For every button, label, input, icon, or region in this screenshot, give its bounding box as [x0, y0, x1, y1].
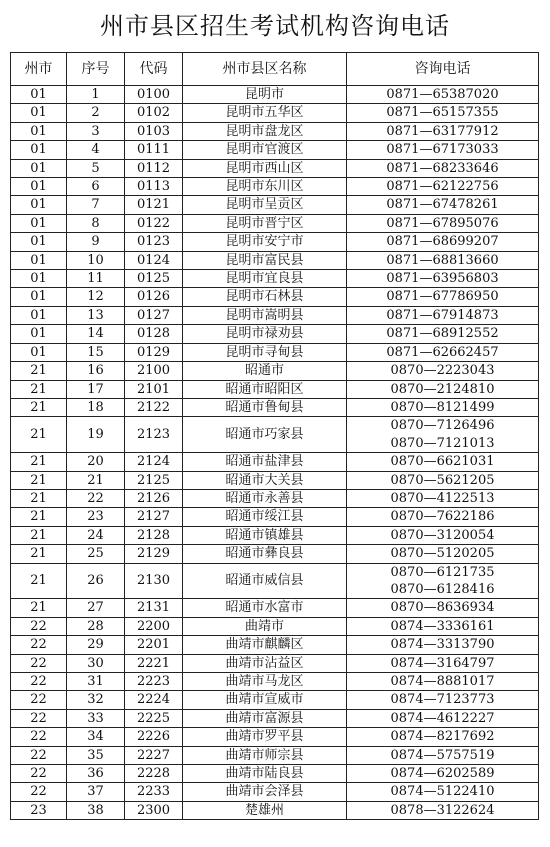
number-cell: 17 — [67, 380, 125, 398]
phone-number: 0870—7622186 — [390, 509, 495, 525]
phone-cell — [347, 471, 539, 489]
number-cell: 15 — [67, 343, 125, 361]
header-code: 代码 — [125, 53, 183, 86]
code-cell: 2225 — [125, 709, 183, 727]
code-cell: 2227 — [125, 746, 183, 764]
code-cell: 2122 — [125, 398, 183, 416]
phone-cell — [347, 159, 539, 177]
code-cell: 0129 — [125, 343, 183, 361]
phone-cell — [347, 178, 539, 196]
name-cell: 昆明市盘龙区 — [183, 122, 347, 140]
name-cell: 曲靖市师宗县 — [183, 746, 347, 764]
phone-number: 0870—7126496 — [390, 418, 495, 434]
region-cell: 22 — [11, 746, 67, 764]
table-row — [11, 325, 539, 343]
phone-number: 0871—68699207 — [386, 234, 499, 250]
code-cell: 0127 — [125, 306, 183, 324]
header-name: 州市县区名称 — [183, 53, 347, 86]
number-cell: 19 — [67, 417, 125, 453]
number-cell: 20 — [67, 453, 125, 471]
table-row — [11, 233, 539, 251]
code-cell: 2129 — [125, 545, 183, 563]
name-cell: 曲靖市 — [183, 617, 347, 635]
table-row — [11, 783, 539, 801]
region-cell: 21 — [11, 563, 67, 599]
phone-number: 0870—3120054 — [390, 527, 495, 543]
name-cell: 昭通市绥江县 — [183, 508, 347, 526]
phone-number: 0871—68233646 — [386, 160, 499, 176]
number-cell: 2 — [67, 104, 125, 122]
phone-number: 0871—67914873 — [386, 307, 499, 323]
phone-cell — [347, 325, 539, 343]
phone-number: 0871—68912552 — [386, 326, 499, 342]
name-cell: 昆明市富民县 — [183, 251, 347, 269]
number-cell: 35 — [67, 746, 125, 764]
name-cell: 昭通市彝良县 — [183, 545, 347, 563]
code-cell: 2300 — [125, 801, 183, 819]
phone-cell — [347, 398, 539, 416]
name-cell: 昭通市鲁甸县 — [183, 398, 347, 416]
name-cell: 昆明市东川区 — [183, 178, 347, 196]
phone-cell — [347, 526, 539, 544]
phone-number: 0871—67173033 — [386, 142, 499, 158]
header-region: 州市 — [11, 53, 67, 86]
table-row — [11, 122, 539, 140]
table-row — [11, 343, 539, 361]
phone-cell — [347, 654, 539, 672]
code-cell: 0124 — [125, 251, 183, 269]
phone-cell — [347, 746, 539, 764]
region-cell: 01 — [11, 270, 67, 288]
page-title: 州市县区招生考试机构咨询电话 — [100, 12, 450, 40]
contact-table — [10, 52, 539, 820]
name-cell: 昆明市 — [183, 86, 347, 104]
code-cell: 2128 — [125, 526, 183, 544]
table-row — [11, 104, 539, 122]
code-cell: 2130 — [125, 563, 183, 599]
phone-cell — [347, 417, 539, 453]
phone-cell — [347, 563, 539, 599]
number-cell: 9 — [67, 233, 125, 251]
code-cell: 2101 — [125, 380, 183, 398]
phone-number: 0870—6121735 — [390, 564, 495, 580]
phone-cell — [347, 196, 539, 214]
phone-cell — [347, 801, 539, 819]
phone-cell — [347, 783, 539, 801]
phone-number: 0871—63956803 — [386, 271, 499, 287]
table-row — [11, 86, 539, 104]
phone-number: 0871—62122756 — [386, 179, 499, 195]
region-cell: 01 — [11, 306, 67, 324]
region-cell: 22 — [11, 636, 67, 654]
number-cell: 31 — [67, 673, 125, 691]
table-row — [11, 417, 539, 453]
code-cell: 2221 — [125, 654, 183, 672]
number-cell: 27 — [67, 599, 125, 617]
phone-cell — [347, 691, 539, 709]
region-cell: 21 — [11, 545, 67, 563]
phone-cell — [347, 765, 539, 783]
code-cell: 0121 — [125, 196, 183, 214]
table-row — [11, 765, 539, 783]
region-cell: 21 — [11, 526, 67, 544]
code-cell: 2131 — [125, 599, 183, 617]
phone-number: 0871—65387020 — [386, 87, 499, 102]
phone-cell — [347, 233, 539, 251]
table-row — [11, 178, 539, 196]
number-cell: 36 — [67, 765, 125, 783]
number-cell: 6 — [67, 178, 125, 196]
phone-cell — [347, 673, 539, 691]
phone-cell — [347, 343, 539, 361]
name-cell: 曲靖市宣威市 — [183, 691, 347, 709]
name-cell: 昭通市永善县 — [183, 489, 347, 507]
phone-number: 0871—67895076 — [386, 215, 499, 231]
number-cell: 12 — [67, 288, 125, 306]
phone-number: 0870—5621205 — [390, 472, 495, 488]
phone-cell — [347, 306, 539, 324]
name-cell: 昆明市西山区 — [183, 159, 347, 177]
code-cell: 2123 — [125, 417, 183, 453]
number-cell: 14 — [67, 325, 125, 343]
code-cell: 0103 — [125, 122, 183, 140]
code-cell: 0126 — [125, 288, 183, 306]
phone-cell — [347, 728, 539, 746]
phone-number: 0870—7121013 — [390, 435, 495, 451]
region-cell: 01 — [11, 159, 67, 177]
table-row — [11, 563, 539, 599]
code-cell: 2224 — [125, 691, 183, 709]
table-row — [11, 159, 539, 177]
number-cell: 5 — [67, 159, 125, 177]
phone-number: 0870—6128416 — [390, 581, 495, 597]
region-cell: 22 — [11, 728, 67, 746]
number-cell: 30 — [67, 654, 125, 672]
number-cell: 8 — [67, 214, 125, 232]
name-cell: 昆明市寻甸县 — [183, 343, 347, 361]
region-cell: 21 — [11, 380, 67, 398]
name-cell: 昭通市水富市 — [183, 599, 347, 617]
phone-number: 0874—5757519 — [390, 747, 495, 763]
region-cell: 23 — [11, 801, 67, 819]
region-cell: 01 — [11, 196, 67, 214]
phone-number: 0874—5122410 — [390, 784, 495, 800]
phone-number: 0874—8217692 — [390, 729, 495, 745]
name-cell: 昆明市官渡区 — [183, 141, 347, 159]
number-cell: 25 — [67, 545, 125, 563]
region-cell: 22 — [11, 709, 67, 727]
number-cell: 11 — [67, 270, 125, 288]
table-row — [11, 141, 539, 159]
phone-cell — [347, 617, 539, 635]
region-cell: 22 — [11, 691, 67, 709]
number-cell: 18 — [67, 398, 125, 416]
code-cell: 2228 — [125, 765, 183, 783]
region-cell: 01 — [11, 104, 67, 122]
region-cell: 01 — [11, 86, 67, 104]
code-cell: 2200 — [125, 617, 183, 635]
header-number: 序号 — [67, 53, 125, 86]
number-cell: 16 — [67, 362, 125, 380]
table-row — [11, 398, 539, 416]
name-cell: 曲靖市会泽县 — [183, 783, 347, 801]
table-row — [11, 453, 539, 471]
name-cell: 曲靖市马龙区 — [183, 673, 347, 691]
number-cell: 28 — [67, 617, 125, 635]
phone-number: 0870—2223043 — [390, 363, 495, 379]
phone-number: 0871—65157355 — [386, 105, 499, 121]
number-cell: 33 — [67, 709, 125, 727]
region-cell: 01 — [11, 325, 67, 343]
phone-number: 0870—4122513 — [390, 490, 495, 506]
region-cell: 22 — [11, 654, 67, 672]
name-cell: 楚雄州 — [183, 801, 347, 819]
table-row — [11, 489, 539, 507]
table-row — [11, 728, 539, 746]
code-cell: 0100 — [125, 86, 183, 104]
phone-cell — [347, 599, 539, 617]
table-row — [11, 691, 539, 709]
region-cell: 01 — [11, 343, 67, 361]
table-row — [11, 654, 539, 672]
name-cell: 昆明市呈贡区 — [183, 196, 347, 214]
table-row — [11, 270, 539, 288]
code-cell: 0128 — [125, 325, 183, 343]
name-cell: 昭通市镇雄县 — [183, 526, 347, 544]
phone-cell — [347, 122, 539, 140]
phone-number: 0874—3336161 — [390, 618, 495, 634]
name-cell: 昭通市大关县 — [183, 471, 347, 489]
table-row — [11, 545, 539, 563]
phone-cell — [347, 288, 539, 306]
table-row — [11, 508, 539, 526]
table-row — [11, 214, 539, 232]
phone-cell — [347, 636, 539, 654]
phone-number: 0870—8636934 — [390, 600, 495, 616]
number-cell: 4 — [67, 141, 125, 159]
number-cell: 26 — [67, 563, 125, 599]
region-cell: 01 — [11, 178, 67, 196]
phone-number: 0870—5120205 — [390, 546, 495, 562]
region-cell: 22 — [11, 673, 67, 691]
region-cell: 01 — [11, 288, 67, 306]
phone-number: 0874—3164797 — [390, 655, 495, 671]
phone-number: 0878—3122624 — [390, 802, 495, 818]
number-cell: 10 — [67, 251, 125, 269]
phone-cell — [347, 489, 539, 507]
phone-cell — [347, 453, 539, 471]
code-cell: 2125 — [125, 471, 183, 489]
region-cell: 01 — [11, 122, 67, 140]
region-cell: 21 — [11, 362, 67, 380]
region-cell: 01 — [11, 214, 67, 232]
number-cell: 32 — [67, 691, 125, 709]
number-cell: 7 — [67, 196, 125, 214]
table-row — [11, 746, 539, 764]
number-cell: 21 — [67, 471, 125, 489]
phone-number: 0871—68813660 — [386, 252, 499, 268]
phone-cell — [347, 141, 539, 159]
code-cell: 2226 — [125, 728, 183, 746]
number-cell: 24 — [67, 526, 125, 544]
table-row — [11, 306, 539, 324]
phone-number: 0871—67478261 — [386, 197, 499, 213]
phone-cell — [347, 86, 539, 104]
number-cell: 38 — [67, 801, 125, 819]
phone-number: 0874—4612227 — [390, 710, 495, 726]
name-cell: 昆明市石林县 — [183, 288, 347, 306]
phone-number: 0874—6202589 — [390, 766, 495, 782]
phone-number: 0874—7123773 — [390, 692, 495, 708]
number-cell: 13 — [67, 306, 125, 324]
region-cell: 21 — [11, 417, 67, 453]
phone-cell — [347, 508, 539, 526]
table-row — [11, 709, 539, 727]
phone-number: 0874—8881017 — [390, 674, 495, 689]
name-cell: 昆明市安宁市 — [183, 233, 347, 251]
table-header-row — [11, 53, 539, 86]
table-row — [11, 196, 539, 214]
region-cell: 21 — [11, 508, 67, 526]
region-cell: 22 — [11, 617, 67, 635]
name-cell: 昆明市晋宁区 — [183, 214, 347, 232]
table-row — [11, 599, 539, 617]
table-row — [11, 673, 539, 691]
table-row — [11, 362, 539, 380]
name-cell: 昆明市嵩明县 — [183, 306, 347, 324]
name-cell: 昭通市巧家县 — [183, 417, 347, 453]
phone-cell — [347, 709, 539, 727]
region-cell: 21 — [11, 599, 67, 617]
phone-cell — [347, 251, 539, 269]
name-cell: 昆明市宜良县 — [183, 270, 347, 288]
name-cell: 昭通市昭阳区 — [183, 380, 347, 398]
region-cell: 01 — [11, 251, 67, 269]
phone-number: 0870—8121499 — [390, 399, 495, 415]
number-cell: 23 — [67, 508, 125, 526]
phone-number: 0874—3313790 — [390, 637, 495, 653]
phone-number: 0870—6621031 — [390, 454, 495, 470]
code-cell: 2100 — [125, 362, 183, 380]
phone-cell — [347, 380, 539, 398]
phone-number: 0870—2124810 — [390, 381, 495, 397]
code-cell: 0112 — [125, 159, 183, 177]
code-cell: 2126 — [125, 489, 183, 507]
name-cell: 昭通市盐津县 — [183, 453, 347, 471]
number-cell: 37 — [67, 783, 125, 801]
table-row — [11, 636, 539, 654]
number-cell: 3 — [67, 122, 125, 140]
number-cell: 29 — [67, 636, 125, 654]
region-cell: 01 — [11, 233, 67, 251]
region-cell: 21 — [11, 489, 67, 507]
region-cell: 22 — [11, 765, 67, 783]
phone-number: 0871—63177912 — [386, 123, 499, 139]
name-cell: 昆明市五华区 — [183, 104, 347, 122]
region-cell: 01 — [11, 141, 67, 159]
phone-number: 0871—67786950 — [386, 289, 499, 305]
phone-cell — [347, 214, 539, 232]
name-cell: 昆明市禄劝县 — [183, 325, 347, 343]
name-cell: 昭通市威信县 — [183, 563, 347, 599]
code-cell: 0113 — [125, 178, 183, 196]
code-cell: 2223 — [125, 673, 183, 691]
code-cell: 2127 — [125, 508, 183, 526]
number-cell: 22 — [67, 489, 125, 507]
number-cell: 1 — [67, 86, 125, 104]
region-cell: 21 — [11, 398, 67, 416]
code-cell: 0123 — [125, 233, 183, 251]
code-cell: 2233 — [125, 783, 183, 801]
code-cell: 2201 — [125, 636, 183, 654]
name-cell: 曲靖市沾益区 — [183, 654, 347, 672]
number-cell: 34 — [67, 728, 125, 746]
code-cell: 0125 — [125, 270, 183, 288]
region-cell: 21 — [11, 471, 67, 489]
code-cell: 0102 — [125, 104, 183, 122]
region-cell: 22 — [11, 783, 67, 801]
name-cell: 昭通市 — [183, 362, 347, 380]
table-row — [11, 801, 539, 819]
phone-cell — [347, 104, 539, 122]
table-row — [11, 526, 539, 544]
name-cell: 曲靖市陆良县 — [183, 765, 347, 783]
table-row — [11, 380, 539, 398]
region-cell: 21 — [11, 453, 67, 471]
table-row — [11, 251, 539, 269]
table-row — [11, 617, 539, 635]
header-phone: 咨询电话 — [347, 53, 539, 86]
table-row — [11, 471, 539, 489]
phone-number: 0871—62662457 — [386, 344, 499, 360]
name-cell: 曲靖市罗平县 — [183, 728, 347, 746]
code-cell: 2124 — [125, 453, 183, 471]
table-row — [11, 288, 539, 306]
code-cell: 0122 — [125, 214, 183, 232]
name-cell: 曲靖市富源县 — [183, 709, 347, 727]
table-body — [11, 86, 539, 820]
phone-cell — [347, 270, 539, 288]
code-cell: 0111 — [125, 141, 183, 159]
phone-cell — [347, 362, 539, 380]
phone-cell — [347, 545, 539, 563]
name-cell: 曲靖市麒麟区 — [183, 636, 347, 654]
